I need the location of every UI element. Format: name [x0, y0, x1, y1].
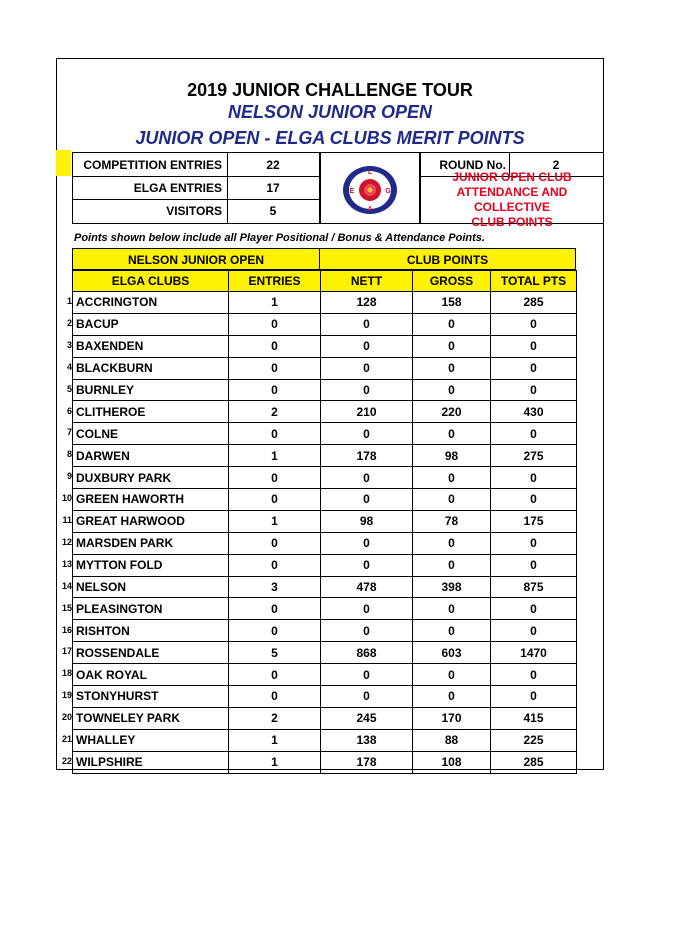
gross-cell: 0 [413, 554, 491, 576]
club-cell: BLACKBURN [73, 357, 229, 379]
competition-entries-value: 22 [266, 157, 280, 172]
entries-cell: 0 [229, 554, 321, 576]
club-cell: GREAT HARWOOD [73, 510, 229, 532]
gross-cell: 78 [413, 510, 491, 532]
entries-cell: 3 [229, 576, 321, 598]
table-header-row [73, 271, 577, 292]
row-number: 11 [62, 515, 72, 525]
total-cell: 0 [491, 423, 577, 445]
entries-cell: 0 [229, 335, 321, 357]
row-number: 1 [66, 296, 72, 306]
total-cell: 275 [491, 445, 577, 467]
entries-cell: 0 [229, 532, 321, 554]
total-cell: 0 [491, 467, 577, 489]
club-cell: ACCRINGTON [73, 292, 229, 314]
nett-cell: 98 [321, 510, 413, 532]
table-row [73, 707, 577, 729]
entries-cell: 0 [229, 379, 321, 401]
red-note-line-3: CLUB POINTS [471, 214, 553, 229]
nett-cell: 0 [321, 554, 413, 576]
table-row [73, 620, 577, 642]
row-number: 20 [61, 712, 72, 723]
gross-cell: 0 [413, 664, 491, 686]
total-cell: 0 [491, 532, 577, 554]
row-number: 14 [61, 580, 72, 591]
total-cell: 0 [491, 620, 577, 642]
entries-cell: 5 [229, 642, 321, 664]
club-cell: DUXBURY PARK [73, 467, 229, 489]
nett-cell: 0 [321, 620, 413, 642]
table-row [73, 401, 577, 423]
yellow-marker [56, 150, 71, 176]
total-cell: 875 [491, 576, 577, 598]
entries-cell: 0 [229, 489, 321, 511]
col-header-clubs: ELGA CLUBS [73, 271, 229, 292]
entries-cell: 0 [229, 467, 321, 489]
entries-info-box [72, 152, 320, 224]
nett-cell: 0 [321, 532, 413, 554]
row-number: 4 [66, 361, 72, 372]
club-cell: BURNLEY [73, 379, 229, 401]
club-cell: PLEASINGTON [73, 598, 229, 620]
entries-cell: 0 [229, 423, 321, 445]
club-cell: RISHTON [73, 620, 229, 642]
row-number: 22 [61, 755, 72, 766]
row-number: 7 [66, 427, 72, 438]
row-number: 6 [66, 405, 72, 416]
nett-cell: 0 [321, 467, 413, 489]
entries-cell: 0 [229, 664, 321, 686]
row-number: 10 [61, 493, 72, 504]
title-merit: JUNIOR OPEN - ELGA CLUBS MERIT POINTS [135, 128, 525, 148]
title-tour: 2019 JUNIOR CHALLENGE TOUR [187, 80, 473, 100]
club-cell: CLITHEROE [73, 401, 229, 423]
gross-cell: 398 [413, 576, 491, 598]
gross-cell: 603 [413, 642, 491, 664]
nett-cell: 128 [321, 292, 413, 314]
table-row [73, 576, 577, 598]
col-header-entries: ENTRIES [229, 271, 321, 292]
total-cell: 285 [491, 292, 577, 314]
total-cell: 0 [491, 335, 577, 357]
round-label: ROUND No. [439, 157, 506, 172]
table-row [73, 642, 577, 664]
gross-cell: 88 [413, 729, 491, 751]
gross-cell: 0 [413, 489, 491, 511]
club-cell: WILPSHIRE [73, 751, 229, 773]
visitors-label: VISITORS [166, 204, 222, 218]
points-note: Points shown below include all Player Positional / Bonus & Attendance Points. [74, 232, 485, 244]
total-cell: 0 [491, 554, 577, 576]
row-number: 18 [61, 668, 72, 679]
total-cell: 0 [491, 379, 577, 401]
table-row [73, 532, 577, 554]
nett-cell: 868 [321, 642, 413, 664]
gross-cell: 98 [413, 445, 491, 467]
row-number: 16 [61, 624, 72, 635]
nett-cell: 245 [321, 707, 413, 729]
table-row [73, 751, 577, 773]
gross-cell: 0 [413, 379, 491, 401]
title-event: NELSON JUNIOR OPEN [227, 102, 433, 122]
club-cell: TOWNELEY PARK [73, 707, 229, 729]
red-note-line-2: ATTENDANCE AND COLLECTIVE [456, 184, 568, 214]
entries-cell: 2 [229, 707, 321, 729]
club-cell: MYTTON FOLD [73, 554, 229, 576]
club-cell: COLNE [73, 423, 229, 445]
club-cell: OAK ROYAL [73, 664, 229, 686]
total-cell: 0 [491, 489, 577, 511]
entries-cell: 1 [229, 510, 321, 532]
entries-cell: 0 [229, 313, 321, 335]
entries-cell: 1 [229, 751, 321, 773]
nett-cell: 178 [321, 445, 413, 467]
table-row [73, 335, 577, 357]
entries-cell: 0 [229, 357, 321, 379]
col-header-nett: NETT [321, 271, 413, 292]
table-row [73, 379, 577, 401]
nett-cell: 0 [321, 686, 413, 708]
club-cell: DARWEN [73, 445, 229, 467]
gross-cell: 220 [413, 401, 491, 423]
gross-cell: 0 [413, 313, 491, 335]
merit-points-table [72, 270, 577, 774]
entries-cell: 0 [229, 598, 321, 620]
row-number: 3 [66, 339, 72, 350]
entries-cell: 1 [229, 729, 321, 751]
logo-letter-top: L [367, 169, 373, 176]
row-number: 9 [66, 471, 72, 482]
total-cell: 0 [491, 357, 577, 379]
col-header-gross: GROSS [413, 271, 491, 292]
gross-cell: 158 [413, 292, 491, 314]
table-row [73, 598, 577, 620]
total-cell: 430 [491, 401, 577, 423]
row-number: 21 [61, 734, 72, 744]
elga-entries-value: 17 [266, 180, 280, 195]
red-note-line-1: JUNIOR OPEN CLUB [452, 169, 572, 184]
club-cell: GREEN HAWORTH [73, 489, 229, 511]
table-row [73, 686, 577, 708]
row-number: 8 [66, 449, 72, 460]
gross-cell: 0 [413, 467, 491, 489]
entries-cell: 1 [229, 445, 321, 467]
total-cell: 1470 [491, 642, 577, 664]
total-cell: 285 [491, 751, 577, 773]
row-number: 13 [61, 558, 72, 569]
total-cell: 175 [491, 510, 577, 532]
elga-rose-logo-icon [340, 164, 400, 216]
nett-cell: 210 [321, 401, 413, 423]
row-number: 2 [66, 317, 72, 328]
table-row [73, 313, 577, 335]
nett-cell: 178 [321, 751, 413, 773]
total-cell: 225 [491, 729, 577, 751]
table-row [73, 357, 577, 379]
club-cell: BAXENDEN [73, 335, 229, 357]
gross-cell: 0 [413, 423, 491, 445]
total-cell: 0 [491, 686, 577, 708]
gross-cell: 170 [413, 707, 491, 729]
club-cell: ROSSENDALE [73, 642, 229, 664]
table-row [73, 510, 577, 532]
table-row [73, 664, 577, 686]
entries-cell: 0 [229, 686, 321, 708]
gross-cell: 0 [413, 620, 491, 642]
competition-entries-label: COMPETITION ENTRIES [83, 157, 222, 172]
visitors-value: 5 [269, 204, 277, 218]
table-row [73, 489, 577, 511]
group-header-left: NELSON JUNIOR OPEN [72, 248, 320, 270]
row-number: 15 [61, 602, 72, 613]
row-number: 17 [61, 646, 72, 657]
gross-cell: 0 [413, 598, 491, 620]
round-info-box [420, 152, 604, 229]
table-row [73, 445, 577, 467]
nett-cell: 0 [321, 357, 413, 379]
club-cell: BACUP [73, 313, 229, 335]
nett-cell: 0 [321, 489, 413, 511]
group-header-right: CLUB POINTS [319, 248, 576, 270]
total-cell: 415 [491, 707, 577, 729]
total-cell: 0 [491, 313, 577, 335]
total-cell: 0 [491, 664, 577, 686]
table-row [73, 423, 577, 445]
club-cell: WHALLEY [73, 729, 229, 751]
club-cell: STONYHURST [73, 686, 229, 708]
round-value: 2 [552, 157, 560, 172]
nett-cell: 0 [321, 379, 413, 401]
logo-letter-left: E [349, 188, 355, 195]
row-number: 12 [61, 536, 72, 547]
entries-cell: 1 [229, 292, 321, 314]
gross-cell: 0 [413, 532, 491, 554]
logo-letter-bottom: A [367, 206, 373, 213]
row-number: 19 [61, 690, 72, 701]
nett-cell: 478 [321, 576, 413, 598]
nett-cell: 0 [321, 598, 413, 620]
table-row [73, 554, 577, 576]
table-row [73, 292, 577, 314]
entries-cell: 0 [229, 620, 321, 642]
gross-cell: 0 [413, 357, 491, 379]
table-row [73, 729, 577, 751]
gross-cell: 108 [413, 751, 491, 773]
logo-letter-right: G [385, 188, 391, 195]
nett-cell: 0 [321, 335, 413, 357]
elga-entries-label: ELGA ENTRIES [133, 180, 222, 195]
nett-cell: 0 [321, 423, 413, 445]
entries-cell: 2 [229, 401, 321, 423]
club-cell: NELSON [73, 576, 229, 598]
gross-cell: 0 [413, 686, 491, 708]
nett-cell: 138 [321, 729, 413, 751]
club-cell: MARSDEN PARK [73, 532, 229, 554]
row-number: 5 [66, 383, 72, 394]
table-row [73, 467, 577, 489]
nett-cell: 0 [321, 664, 413, 686]
col-header-total: TOTAL PTS [491, 271, 577, 292]
gross-cell: 0 [413, 335, 491, 357]
nett-cell: 0 [321, 313, 413, 335]
total-cell: 0 [491, 598, 577, 620]
